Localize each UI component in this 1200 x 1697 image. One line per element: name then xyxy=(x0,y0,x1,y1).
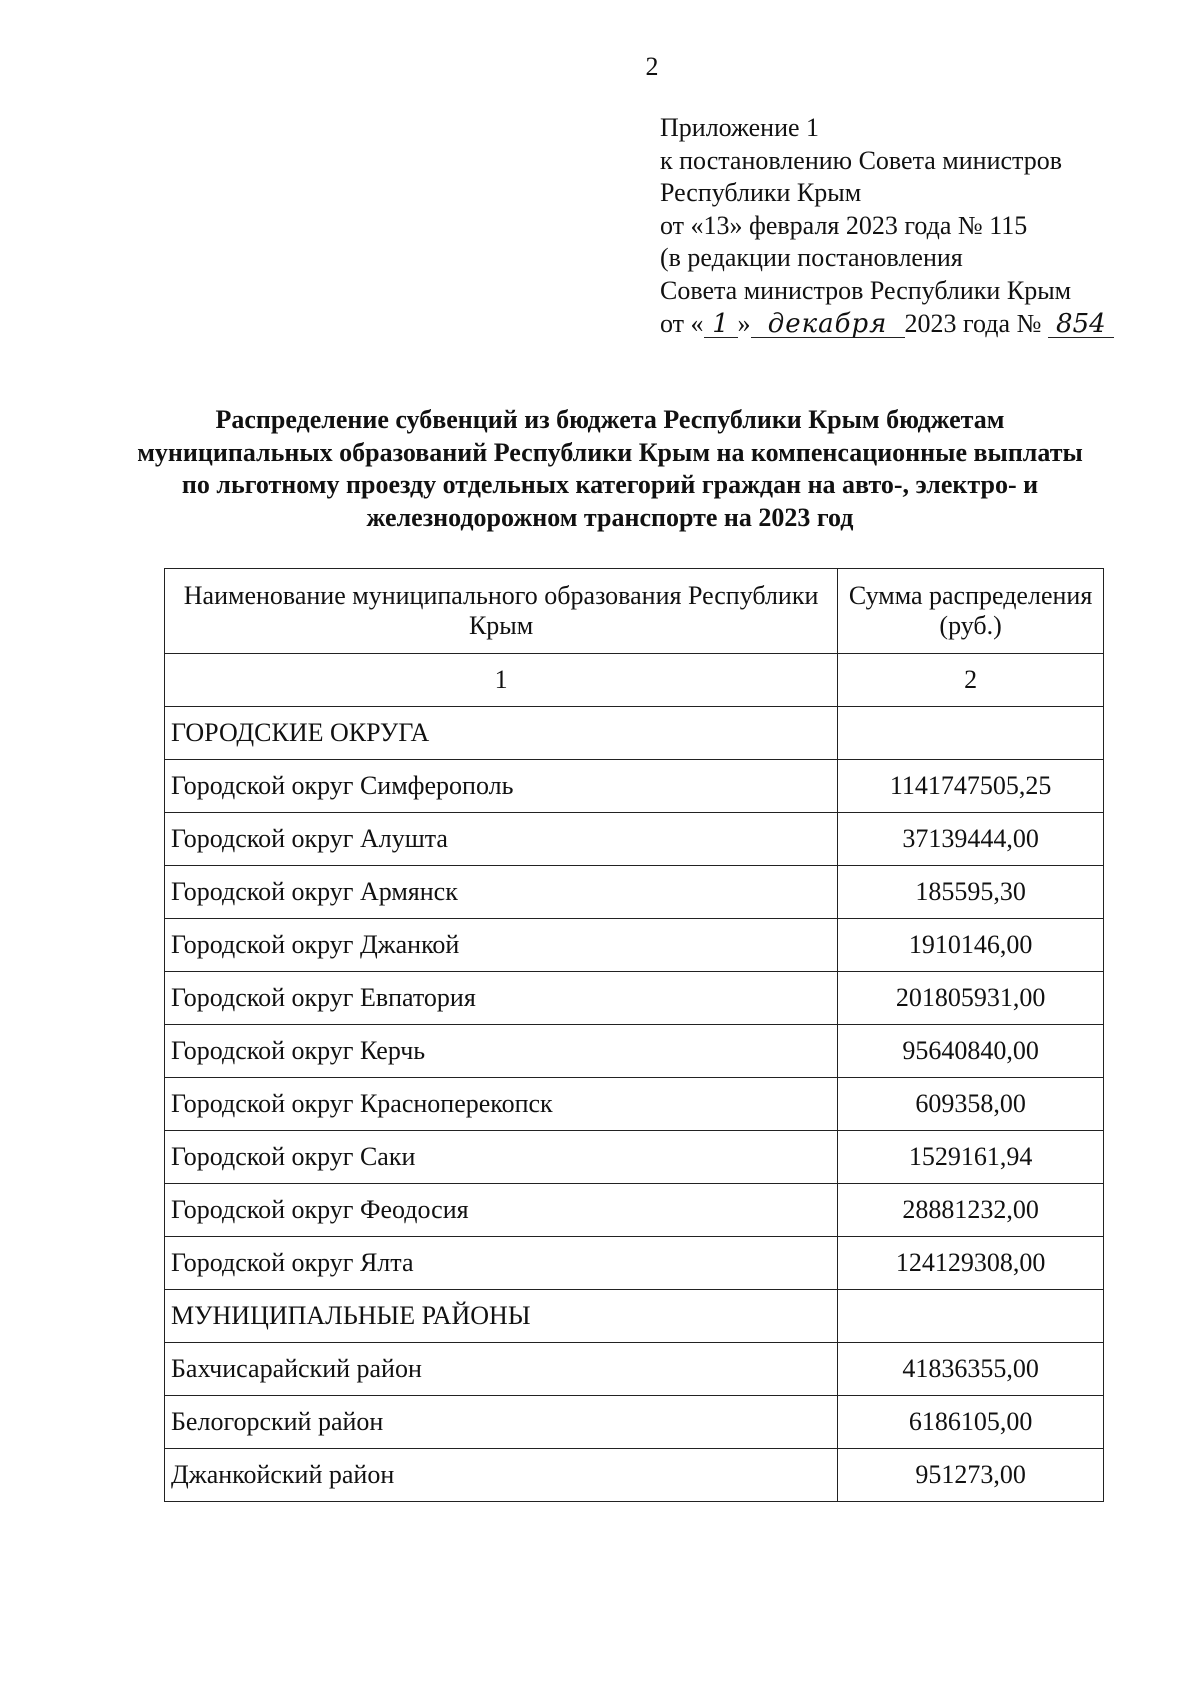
distribution-amount: 201805931,00 xyxy=(838,972,1104,1025)
distribution-amount: 28881232,00 xyxy=(838,1184,1104,1237)
table-row xyxy=(165,813,1104,866)
column-number: 2 xyxy=(838,654,1104,707)
page-number: 2 xyxy=(645,52,659,81)
table-row xyxy=(165,1078,1104,1131)
table-row xyxy=(165,1184,1104,1237)
table-row xyxy=(165,1237,1104,1290)
handwritten-month: декабря xyxy=(751,311,905,338)
distribution-amount: 37139444,00 xyxy=(838,813,1104,866)
distribution-amount: 185595,30 xyxy=(838,866,1104,919)
municipality-name: Городской округ Красноперекопск xyxy=(165,1078,838,1131)
table-row xyxy=(165,1290,1104,1343)
distribution-amount: 6186105,00 xyxy=(838,1396,1104,1449)
table-row xyxy=(165,1343,1104,1396)
distribution-amount: 41836355,00 xyxy=(838,1343,1104,1396)
document-title: Распределение субвенций из бюджета Республики Крым бюджетам муниципальных образований Республики Крым на компенсационные выплаты по льготному проезду отдельных категорий граждан на авто-, электро- и железнодорожном транспорте на 2023 год xyxy=(137,405,1083,532)
table-row xyxy=(165,919,1104,972)
municipality-name: Джанкойский район xyxy=(165,1449,838,1502)
distribution-amount xyxy=(838,1290,1104,1343)
distribution-amount: 95640840,00 xyxy=(838,1025,1104,1078)
annex-block xyxy=(660,112,1114,340)
handwritten-number: 854 xyxy=(1048,311,1114,338)
municipality-name: Городской округ Симферополь xyxy=(165,760,838,813)
municipality-name: Городской округ Армянск xyxy=(165,866,838,919)
table-row xyxy=(165,1131,1104,1184)
distribution-amount: 124129308,00 xyxy=(838,1237,1104,1290)
table-row xyxy=(165,707,1104,760)
annex-line: Республики Крым xyxy=(660,178,862,208)
column-header-amount: Сумма распределения (руб.) xyxy=(838,569,1104,654)
municipality-name: Городской округ Ялта xyxy=(165,1237,838,1290)
annex-line: Совета министров Республики Крым xyxy=(660,275,1072,305)
annex-date-mid: » xyxy=(737,308,751,338)
municipality-name: Городской округ Феодосия xyxy=(165,1184,838,1237)
municipality-name: Белогорский район xyxy=(165,1396,838,1449)
annex-date-prefix: от « xyxy=(660,308,704,338)
distribution-amount: 1529161,94 xyxy=(838,1131,1104,1184)
distribution-amount: 951273,00 xyxy=(838,1449,1104,1502)
municipality-name: МУНИЦИПАЛЬНЫЕ РАЙОНЫ xyxy=(165,1290,838,1343)
table-row xyxy=(165,1449,1104,1502)
annex-line: Приложение 1 xyxy=(660,113,820,142)
annex-date-year: 2023 года № xyxy=(904,308,1042,338)
distribution-amount: 609358,00 xyxy=(838,1078,1104,1131)
table-row xyxy=(165,760,1104,813)
annex-line: (в редакции постановления xyxy=(660,243,963,273)
annex-line: к постановлению Совета министров xyxy=(660,145,1062,175)
table-row xyxy=(165,972,1104,1025)
municipality-name: ГОРОДСКИЕ ОКРУГА xyxy=(165,707,838,760)
distribution-amount: 1910146,00 xyxy=(838,919,1104,972)
column-header-name: Наименование муниципального образования Республики Крым xyxy=(165,569,838,654)
handwritten-day: 1 xyxy=(704,311,738,338)
annex-line: от «13» февраля 2023 года № 115 xyxy=(660,210,1028,240)
municipality-name: Городской округ Евпатория xyxy=(165,972,838,1025)
municipality-name: Городской округ Алушта xyxy=(165,813,838,866)
distribution-table xyxy=(164,568,1104,1502)
annex-date-line xyxy=(660,308,1114,341)
table-row xyxy=(165,866,1104,919)
municipality-name: Городской округ Саки xyxy=(165,1131,838,1184)
table-row xyxy=(165,1396,1104,1449)
distribution-amount xyxy=(838,707,1104,760)
column-number: 1 xyxy=(165,654,838,707)
municipality-name: Бахчисарайский район xyxy=(165,1343,838,1396)
column-number-row xyxy=(165,654,1104,707)
distribution-amount: 1141747505,25 xyxy=(838,760,1104,813)
municipality-name: Городской округ Джанкой xyxy=(165,919,838,972)
municipality-name: Городской округ Керчь xyxy=(165,1025,838,1078)
table-row xyxy=(165,1025,1104,1078)
table-header-row xyxy=(165,569,1104,654)
